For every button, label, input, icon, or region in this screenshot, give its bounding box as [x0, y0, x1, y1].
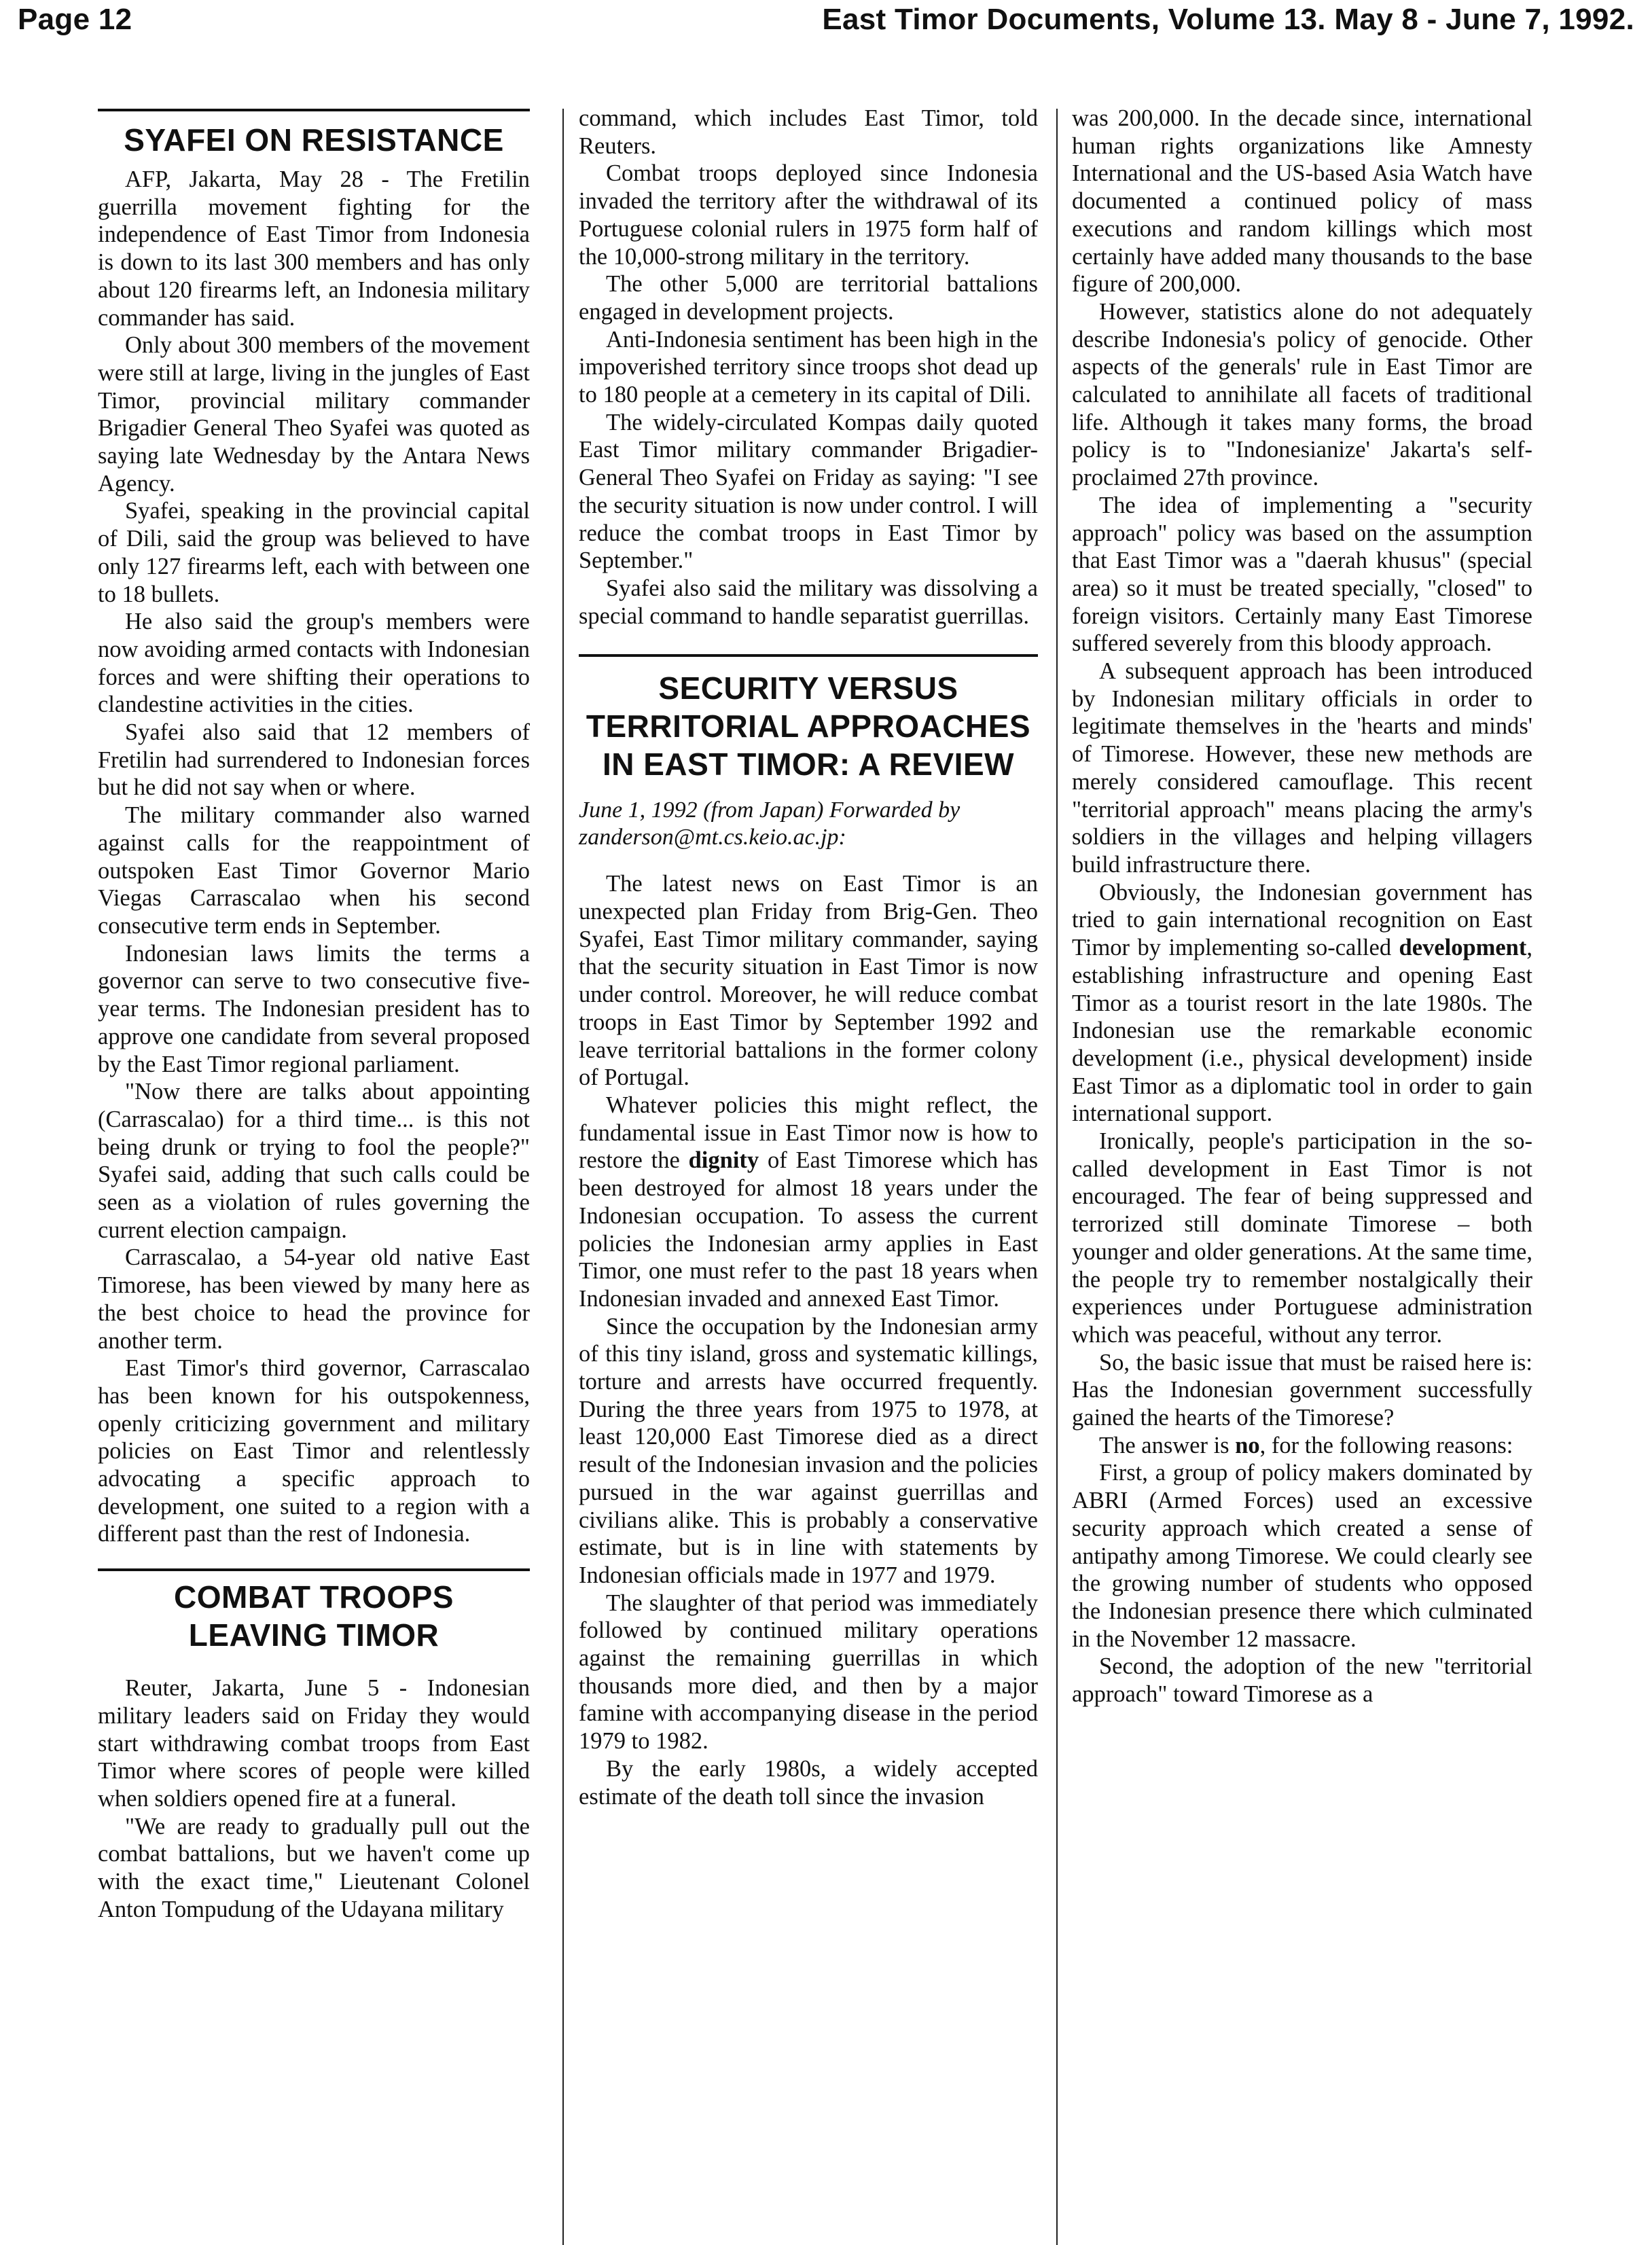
- text: , establishing infrastructure and opening East Timor as a tourist resort in the late 1980s. The Indonesian use the remarkable economic development (i.e., physical development) inside East Timor as a diplomatic tool in order to gain international support.: [1072, 935, 1532, 1127]
- emphasis: no: [1235, 1432, 1260, 1458]
- paragraph: AFP, Jakarta, May 28 - The Fretilin guerrilla movement fighting for the independence of East Timor from Indonesia is down to its last 300 members and has only about 120 firearms left, an Indonesia military commander has said.: [98, 166, 530, 331]
- paragraph: Ironically, people's participation in the so-called development in East Timor is not encouraged. The fear of being suppressed and terrorized still dominate Timorese – both younger and older generations. At the same time, the people try to remember nostalgically their experiences under Portuguese administration which was peaceful, without any terror.: [1072, 1128, 1532, 1348]
- paragraph: Reuter, Jakarta, June 5 - Indonesian military leaders said on Friday they would start withdrawing combat troops from East Timor where scores of people were killed when soldiers opened fire at a funeral.: [98, 1675, 530, 1812]
- paragraph: Syafei, speaking in the provincial capital of Dili, said the group was believed to have only 127 firearms left, each with between one to 18 bullets.: [98, 498, 530, 607]
- text: The answer is: [1099, 1432, 1236, 1458]
- paragraph: The idea of implementing a "security approach" policy was based on the assumption that East Timor was a "daerah khusus" (special area) so it must be treated specially, "closed" to foreign visitors. Certainly many East Timorese suffered severely from this bloody approach.: [1072, 492, 1532, 657]
- section-rule: [98, 1568, 530, 1571]
- paragraph: Anti-Indonesia sentiment has been high in the impoverished territory since troops shot dead up to 180 people at a cemetery in its capital of Dili.: [579, 326, 1038, 408]
- column-2: [579, 105, 1038, 1810]
- paragraph: "We are ready to gradually pull out the combat battalions, but we haven't come up with the exact time," Lieutenant Colonel Anton Tompudung of the Udayana military: [98, 1813, 530, 1922]
- emphasis: dignity: [688, 1147, 759, 1174]
- emphasis: development: [1399, 935, 1527, 961]
- paragraph: The slaughter of that period was immediately followed by continued military operations against the remaining guerrillas in which thousands more died, and then by a major famine with accompanying disease in the period 1979 to 1982.: [579, 1590, 1038, 1755]
- column-divider-right: [1056, 109, 1058, 2245]
- article-title-combat-troops-line2: LEAVING TIMOR: [188, 1617, 439, 1653]
- column-divider-left: [562, 109, 564, 2245]
- paragraph: [579, 1092, 1038, 1313]
- column-3: [1072, 105, 1532, 1708]
- text: Whatever policies this might reflect, the fundamental issue in East Timor now is how to restore the: [579, 1092, 1038, 1174]
- section-rule: [98, 109, 530, 111]
- running-header: East Timor Documents, Volume 13. May 8 - June 7, 1992.: [822, 3, 1634, 36]
- section-rule: [579, 654, 1038, 657]
- paragraph: He also said the group's members were now avoiding armed contacts with Indonesian forces and were shifting their operations to clandestine activities in the cities.: [98, 609, 530, 718]
- paragraph: A subsequent approach has been introduced by Indonesian military officials in order to legitimate themselves in the 'hearts and minds' of Timorese. However, these new methods are merely considered camouflage. This recent "territorial approach" means placing the army's soldiers in the villages and helping villagers build infrastructure there.: [1072, 658, 1532, 878]
- paragraph: So, the basic issue that must be raised here is: Has the Indonesian government successfully gained the hearts of the Timorese?: [1072, 1349, 1532, 1431]
- paragraph: Carrascalao, a 54-year old native East Timorese, has been viewed by many here as the best choice to head the province for another term.: [98, 1244, 530, 1354]
- byline: June 1, 1992 (from Japan) Forwarded by: [579, 797, 960, 823]
- paragraph: First, a group of policy makers dominated by ABRI (Armed Forces) used an excessive security approach which created a sense of antipathy among Timorese. We could clearly see the growing number of students who opposed the Indonesian presence there which culminated in the November 12 massacre.: [1072, 1460, 1532, 1652]
- article-title-security-line3: IN EAST TIMOR: A REVIEW: [602, 747, 1015, 783]
- article-title-security-line1: SECURITY VERSUS: [658, 670, 958, 706]
- paragraph: Since the occupation by the Indonesian army of this tiny island, gross and systematic killings, torture and arrests have occurred frequently. During the three years from 1975 to 1978, at least 120,000 East Timorese died as a direct result of the Indonesian invasion and the policies pursued in the war against guerrillas and civilians alike. This is probably a conservative estimate, but is in line with statements by Indonesian officials made in 1977 and 1979.: [579, 1313, 1038, 1588]
- paragraph: Indonesian laws limits the terms a governor can serve to two consecutive five-year terms. The Indonesian president has to approve one candidate from several proposed by the East Timor regional parliament.: [98, 940, 530, 1077]
- paragraph: The other 5,000 are territorial battalions engaged in development projects.: [579, 271, 1038, 325]
- paragraph-continued: was 200,000. In the decade since, international human rights organizations like Amnesty International and the US-based Asia Watch have documented a continued policy of mass executions and random killings which most certainly have added many thousands to the base figure of 200,000.: [1072, 105, 1532, 298]
- article-title-syafei: SYAFEI ON RESISTANCE: [124, 122, 504, 158]
- paragraph: The military commander also warned against calls for the reappointment of outspoken East Timor Governor Mario Viegas Carrascalao when his second consecutive term ends in September.: [98, 802, 530, 939]
- paragraph: The widely-circulated Kompas daily quoted East Timor military commander Brigadier-General Theo Syafei on Friday as saying: "I see the security situation is now under control. I will reduce the combat troops in East Timor by September.": [579, 409, 1038, 574]
- paragraph: Syafei also said the military was dissolving a special command to handle separatist guerrillas.: [579, 575, 1038, 629]
- paragraph: [1072, 879, 1532, 1128]
- paragraph: However, statistics alone do not adequately describe Indonesia's policy of genocide. Other aspects of the generals' rule in East Timor are calculated to annihilate all facets of traditional life. Although it takes many forms, the broad policy is to "Indonesianize' Jakarta's self-proclaimed 27th province.: [1072, 298, 1532, 491]
- text: , for the following reasons:: [1259, 1432, 1513, 1458]
- paragraph: East Timor's third governor, Carrascalao has been known for his outspokenness, openly criticizing government and military policies on East Timor and relentlessly advocating a specific approach to development, one suited to a region with a different past than the rest of Indonesia.: [98, 1355, 530, 1547]
- paragraph: [1072, 1432, 1532, 1460]
- text: of East Timorese which has been destroyed for almost 18 years under the Indonesian occupation. To assess the current policies the Indonesian army applies in East Timor, one must refer to the past 18 years when Indonesian invaded and annexed East Timor.: [579, 1147, 1039, 1312]
- paragraph: The latest news on East Timor is an unexpected plan Friday from Brig-Gen. Theo Syafei, East Timor military commander, saying that the security situation in East Timor is now under control. Moreover, he will reduce combat troops in East Timor by September 1992 and leave territorial battalions in the former colony of Portugal.: [579, 871, 1038, 1091]
- paragraph: Combat troops deployed since Indonesia invaded the territory after the withdrawal of its Portuguese colonial rulers in 1975 form half of the 10,000-strong military in the territory.: [579, 160, 1038, 270]
- paragraph: By the early 1980s, a widely accepted estimate of the death toll since the invasion: [579, 1755, 1038, 1810]
- column-1: [98, 122, 530, 1923]
- byline-email: zanderson@mt.cs.keio.ac.jp:: [579, 825, 846, 850]
- text: Obviously, the Indonesian government has tried to gain international recognition on East Timor by implementing so-called: [1072, 879, 1532, 961]
- page-number: Page 12: [18, 3, 132, 36]
- paragraph: Syafei also said that 12 members of Fretilin had surrendered to Indonesian forces but he did not say when or where.: [98, 719, 530, 801]
- paragraph: Only about 300 members of the movement were still at large, living in the jungles of East Timor, provincial military commander Brigadier General Theo Syafei was quoted as saying late Wednesday by the Antara News Agency.: [98, 332, 530, 497]
- article-title-security-line2: TERRITORIAL APPROACHES: [586, 708, 1031, 744]
- paragraph: "Now there are talks about appointing (Carrascalao) for a third time... is this not being drunk or trying to fool the people?" Syafei said, adding that such calls could be seen as a violation of rules governing the current election campaign.: [98, 1079, 530, 1243]
- article-title-combat-troops-line1: COMBAT TROOPS: [174, 1579, 454, 1615]
- paragraph-continued: command, which includes East Timor, told Reuters.: [579, 105, 1038, 159]
- paragraph: Second, the adoption of the new "territorial approach" toward Timorese as a: [1072, 1653, 1532, 1708]
